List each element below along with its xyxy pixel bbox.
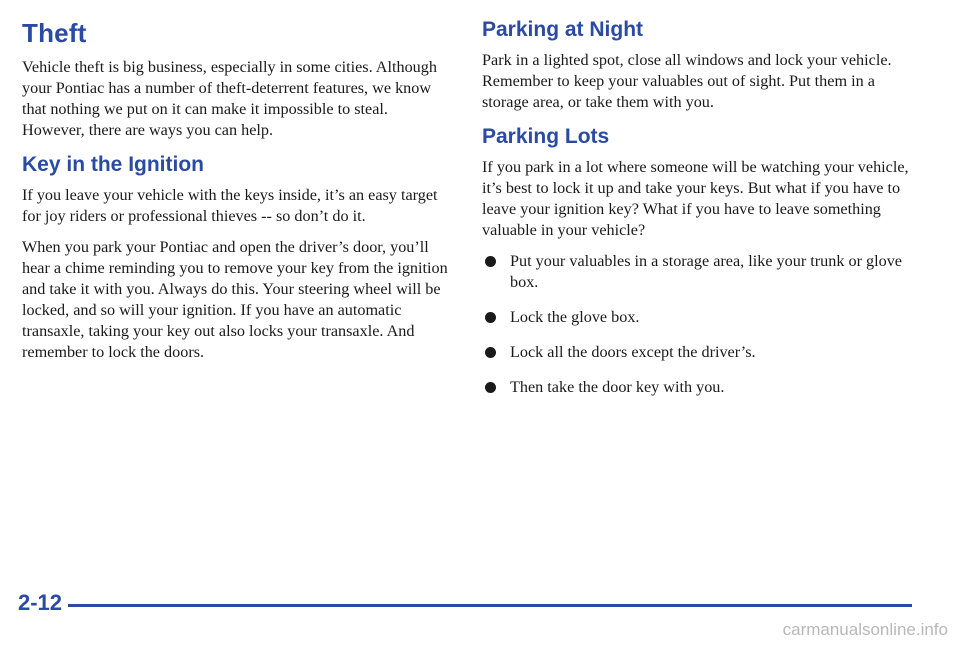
parking-lots-section (482, 125, 922, 398)
bullet-text: Then take the door key with you. (510, 378, 725, 396)
footer-rule (68, 604, 912, 607)
bullet-text: Put your valuables in a storage area, like your trunk or glove box. (510, 252, 902, 291)
parking-at-night-section (482, 18, 922, 113)
bullet-icon (485, 382, 496, 393)
parking-lots-heading: Parking Lots (482, 125, 610, 148)
key-in-ignition-paragraph-2: When you park your Pontiac and open the driver’s door, you’ll hear a chime reminding you to remove your key from the ignition and take it with you. Always do this. Your steering wheel will be locked, and so will your ignition. If you have an automatic transaxle, taking your key out also locks your transaxle. And remember to lock the doors. (22, 238, 448, 361)
parking-at-night-paragraph: Park in a lighted spot, close all windows and lock your vehicle. Remember to keep your valuables out of sight. Put them in a storage area, or take them with you. (482, 51, 892, 111)
watermark-text: carmanualsonline.info (782, 620, 948, 639)
theft-paragraph: Vehicle theft is big business, especially in some cities. Although your Pontiac has a number of theft-deterrent features, we know that nothing we put on it can make it impossible to steal. However, there are ways you can help. (22, 58, 437, 139)
list-item (482, 377, 922, 398)
key-in-ignition-paragraph-1: If you leave your vehicle with the keys inside, it’s an easy target for joy riders or professional thieves -- so don’t do it. (22, 186, 438, 225)
page-footer (18, 590, 912, 616)
bullet-text: Lock the glove box. (510, 308, 640, 326)
page-number: 2-12 (18, 590, 63, 615)
bullet-icon (485, 312, 496, 323)
list-item (482, 307, 922, 328)
theft-heading: Theft (22, 18, 87, 48)
key-in-ignition-section (22, 153, 454, 363)
list-item (482, 342, 922, 363)
bullet-icon (485, 256, 496, 267)
right-column (482, 18, 922, 412)
key-in-ignition-heading: Key in the Ignition (22, 153, 204, 176)
parking-lots-paragraph: If you park in a lot where someone will be watching your vehicle, it’s best to lock it up and take your keys. But what if you have to leave your ignition key? What if you have to leave something valuable in your vehicle? (482, 158, 909, 239)
theft-section (22, 18, 454, 141)
left-column (22, 18, 454, 375)
parking-at-night-heading: Parking at Night (482, 18, 644, 41)
list-item (482, 251, 922, 293)
bullet-icon (485, 347, 496, 358)
bullet-text: Lock all the doors except the driver’s. (510, 343, 756, 361)
parking-lots-bullet-list (482, 251, 922, 398)
